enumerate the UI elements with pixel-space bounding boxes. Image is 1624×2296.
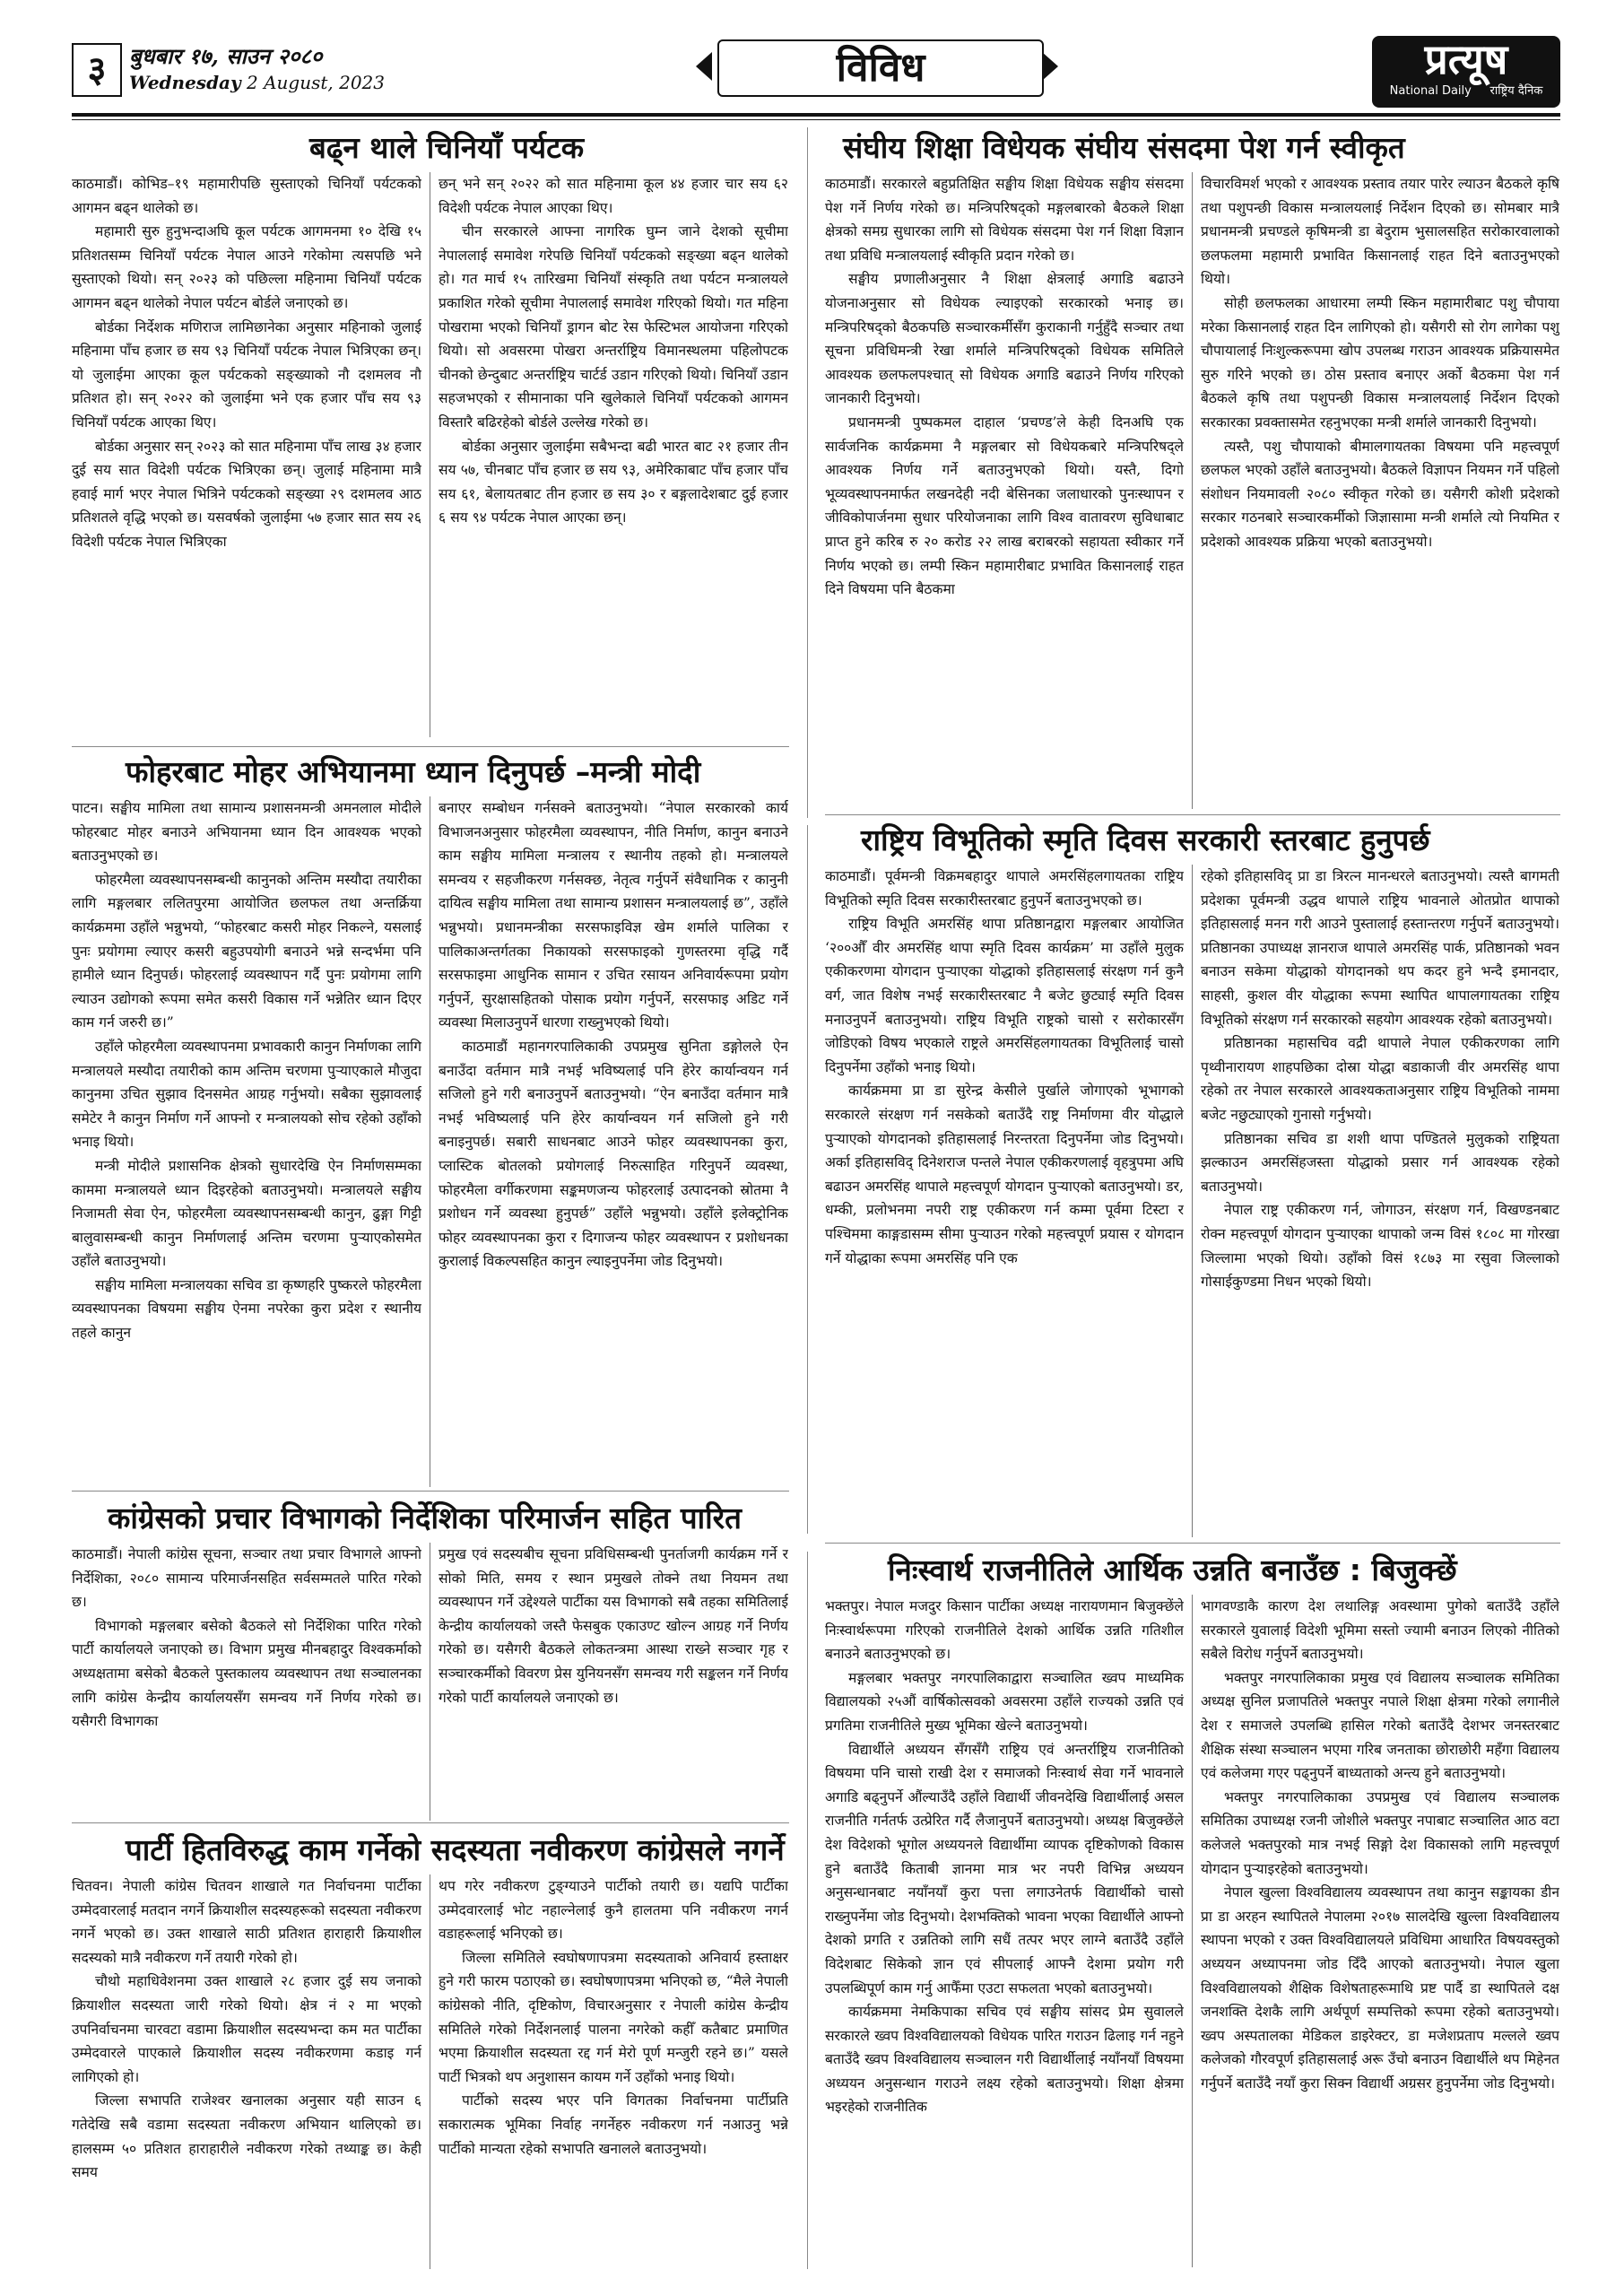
header-rule bbox=[72, 113, 1560, 117]
article bbox=[72, 1498, 789, 1821]
article-separator bbox=[72, 746, 789, 747]
article-headline: राष्ट्रिय विभूतिको स्मृति दिवस सरकारी स्तरबाट हुनुपर्छ bbox=[861, 822, 1430, 857]
article-headline: कांग्रेसको प्रचार विभागको निर्देशिका परिमार्जन सहित पारित bbox=[108, 1500, 742, 1535]
paragraph: प्रतिष्ठानका महासचिव वद्री थापाले नेपाल एकीकरणका लागि पृथ्वीनारायण शाहपछिका दोस्रा योद्धा बडाकाजी वीर अमरसिंह थापा रहेको तर नेपाल सरकारले आवश्यकताअनुसार राष्ट्रिय विभूतिको नाममा बजेट नछुट्याएको गुनासो गर्नुभयो। bbox=[1201, 1035, 1559, 1123]
paragraph: काठमाडौं महानगरपालिकाकी उपप्रमुख सुनिता डङ्गोलले ऐन बनाउँदा वर्तमान मात्रै नभई भविष्यलाई पनि हेरेर कार्यान्वयन गर्न सजिलो हुने गरी बनाउनुपर्ने बताउनुभयो। “ऐन बनाउँदा वर्तमान मात्रै नभई भविष्यलाई पनि हेरेर कार्यान्वयन गर्न सजिलो हुने गरी बनाइनुपर्छ। सबारी साधनबाट आउने फोहर व्यवस्थापनका कुरा, प्लास्टिक बोतलको प्रयोगलाई निरुत्साहित गरिनुपर्ने व्यवस्था, फोहरमैला वर्गीकरणमा सङ्कमणजन्य फोहरलाई उत्पादनको स्रोतमा नै प्रशोधन गर्ने व्यवस्था हुनुपर्छ” उहाँले भन्नुभयो। उहाँले इलेक्ट्रोनिक फोहर व्यवस्थापनका कुरा र दिगाजन्य फोहर व्यवस्थापन र प्रशोधनका कुरालाई विकल्पसहित कानुन ल्याइनुपर्नेमा जोड दिनुभयो। bbox=[439, 1038, 788, 1270]
paragraph: कार्यक्रममा प्रा डा सुरेन्द्र केसीले पुर्खाले जोगाएको भूभागको सरकारले संरक्षण गर्न नसकेको बताउँदै राष्ट्र निर्माणमा वीर योद्धाले पुर्‍याएको योगदानको इतिहासलाई निरन्तरता दिनुपर्नेमा जोड दिनुभयो। अर्का इतिहासविद् दिनेशराज पन्तले नेपाल एकीकरणलाई वृहत्रुपमा अघि बढाउन अमरसिंह थापाले महत्त्वपूर्ण योगदान पुर्‍याएको बताउनुभयो। डर, धम्की, प्रलोभनमा नपरी राष्ट्र एकीकरण गर्न कम्मा पूर्वमा टिस्टा र पश्चिममा काङ्गडासम्म सीमा पुर्‍याउन गरेको महत्त्वपूर्ण प्रयास र योगदान गर्ने योद्धाका रूपमा अमरसिंह पनि एक bbox=[825, 1083, 1184, 1266]
article-column bbox=[72, 796, 421, 1487]
paragraph: भक्तपुर। नेपाल मजदुर किसान पार्टीका अध्यक्ष नारायणमान बिजुक्छेंले निःस्वार्थरूपमा गरिएको राजनीतिले देशको आर्थिक उन्नति गतिशील बनाउने बताउनुभएको छ। bbox=[825, 1598, 1184, 1663]
article-separator bbox=[825, 814, 1560, 815]
paragraph: प्रधानमन्त्री पुष्पकमल दाहाल ‘प्रचण्ड’ले केही दिनअघि एक सार्वजनिक कार्यक्रममा नै मङ्गलबार सो विधेयकबारे मन्त्रिपरिषद्ले आवश्यक निर्णय गर्ने बताउनुभएको थियो। यस्तै, दिगो भूव्यवस्थापनमार्फत लखनदेही नदी बेसिनका जलाधारको पुनःस्थापन र जीविकोपार्जनमा सुधार परियोजनाका लागि विश्व वातावरण सुविधाबाट प्राप्त हुने करिब रु २० करोड २२ लाख बराबरको सहायता स्वीकार गर्ने निर्णय भएको छ। लम्पी स्किन महामारीबाट प्रभावित किसानलाई राहत दिने विषयमा पनि बैठकमा bbox=[825, 413, 1184, 598]
paragraph: चीन सरकारले आफ्ना नागरिक घुम्न जाने देशको सूचीमा नेपाललाई समावेश गरेपछि चिनियाँ पर्यटकको सङ्ख्या बढ्न थालेको हो। गत मार्च १५ तारिखमा चिनियाँ संस्कृति तथा पर्यटन मन्त्रालयले प्रकाशित गरेको सूचीमा नेपाललाई समावेश गरिएको थियो। गत महिना पोखरामा भएको चिनियाँ ड्रागन बोट रेस फेस्टिभल आयोजना गरिएको थियो। सो अवसरमा पोखरा अन्तर्राष्ट्रिय विमानस्थलमा पहिलोपटक चीनको छेन्दुबाट अन्तर्राष्ट्रिय चार्टर्ड उडान गरिएको थियो। चिनियाँ उडान सहजभएको र सीमानाका पनि खुलेकाले चिनियाँ पर्यटकको आगमन विस्तारै बढिरहेको बोर्डले उल्लेख गरेको छ। bbox=[439, 223, 788, 430]
article-separator bbox=[72, 1491, 789, 1492]
paragraph: पार्टीको सदस्य भएर पनि विगतका निर्वाचनमा पार्टीप्रति सकारात्मक भूमिका निर्वाह नगर्नेहरु नवीकरण गर्न नआउनु भन्ने पार्टीको मान्यता रहेको सभापति खनालले बताउनुभयो। bbox=[439, 2092, 788, 2157]
article-column bbox=[72, 1874, 421, 2269]
newspaper-page bbox=[72, 36, 1560, 2269]
column-divider bbox=[807, 1552, 808, 2269]
paragraph: मङ्गलबार भक्तपुर नगरपालिकाद्वारा सञ्चालित ख्वप माध्यमिक विद्यालयको २५औं वार्षिकोत्सवको अवसरमा उहाँले राज्यको उन्नति एवं प्रगतिमा राजनीतिले मुख्य भूमिका खेल्ने बताउनुभयो। bbox=[825, 1669, 1184, 1734]
article-column bbox=[439, 796, 788, 1487]
paragraph: प्रतिष्ठानका सचिव डा शशी थापा पण्डितले मुलुकको राष्ट्रियता झल्काउन अमरसिंहजस्ता योद्धाको प्रसार गर्न आवश्यक रहेको बताउनुभयो। bbox=[1201, 1130, 1559, 1195]
article bbox=[825, 820, 1560, 1537]
paragraph: काठमाडौं। कोभिड–१९ महामारीपछि सुस्ताएको चिनियाँ पर्यटकको आगमन बढ्न थालेको छ। bbox=[72, 176, 421, 216]
paragraph: भक्तपुर नगरपालिकाका उपप्रमुख एवं विद्यालय सञ्चालक समितिका उपाध्यक्ष रजनी जोशीले भक्तपुर नपाबाट सञ्चालित आठ वटा कलेजले भक्तपुरको मात्र नभई सिङ्गो देश विकासको लागि महत्त्वपूर्ण योगदान पुर्‍याइरहेको बताउनुभयो। bbox=[1201, 1788, 1559, 1877]
paragraph: काठमाडौं। पूर्वमन्त्री विक्रमबहादुर थापाले अमरसिंहलगायतका राष्ट्रिय विभूतिको स्मृति दिवस सरकारीस्तरबाट हुनुपर्ने बताउनुभएको छ। bbox=[825, 868, 1184, 909]
article bbox=[72, 127, 789, 737]
article-headline: बढ्न थाले चिनियाँ पर्यटक bbox=[309, 130, 585, 165]
paragraph: भक्तपुर नगरपालिकाका प्रमुख एवं विद्यालय सञ्चालक समितिका अध्यक्ष सुनिल प्रजापतिले भक्तपुर नपाले शिक्षा क्षेत्रमा गरेको लगानीले देश र समाजले उपलब्धि हासिल गरेको बताउँदै देशभर जनस्तरबाट शैक्षिक संस्था सञ्चालन भएमा गरिब जनताका छोराछोरी महँगा विद्यालय एवं कलेजमा गएर पढ्नुपर्ने बाध्यताको अन्त्य हुने बताउनुभयो। bbox=[1201, 1669, 1559, 1782]
paragraph: चौथो महाधिवेशनमा उक्त शाखाले २८ हजार दुई सय जनाको क्रियाशील सदस्यता जारी गरेको थियो। क्षेत्र नं २ मा भएको उपनिर्वाचनमा चारवटा वडामा क्रियाशील सदस्यभन्दा कम मत पार्टीका उम्मेदवारले पाएकाले क्रियाशील सदस्य नवीकरणमा कडाइ गर्न लागिएको हो। bbox=[72, 1973, 421, 2085]
paragraph: फोहरमैला व्यवस्थापनसम्बन्धी कानुनको अन्तिम मस्यौदा तयारीका लागि मङ्गलबार ललितपुरमा आयोजित छलफल तथा अन्तर्क्रिया कार्यक्रममा उहाँले भन्नुभयो, “फोहरबाट कसरी मोहर निकल्ने, यसलाई पुनः प्रयोगमा ल्याएर कसरी बहुउपयोगी बनाउने भन्ने सन्दर्भमा पनि हामीले ध्यान दिनुपर्छ। फोहरलाई व्यवस्थापन गर्दै पुनः प्रयोगमा लागि ल्याउन उद्योगको रूपमा समेत कसरी विकास गर्ने भन्नेतिर ध्यान दिएर काम गर्न जरुरी छ।” bbox=[72, 871, 421, 1031]
article-column bbox=[1201, 1595, 1559, 2267]
article bbox=[72, 752, 789, 1487]
paragraph: काठमाडौं। सरकारले बहुप्रतिक्षित सङ्घीय शिक्षा विधेयक सङ्घीय संसदमा पेश गर्ने निर्णय गरेको छ। मन्त्रिपरिषद्को मङ्गलबारको बैठकले शिक्षा क्षेत्रको समग्र सुधारका लागि सो विधेयक संसदमा पेश गर्न शिक्षा विज्ञान तथा प्रविधि मन्त्रालयलाई स्वीकृति प्रदान गरेको छ। bbox=[825, 176, 1184, 264]
article-column bbox=[439, 172, 788, 737]
logo-sub-right: राष्ट्रिय दैनिक bbox=[1489, 84, 1543, 98]
article-column bbox=[439, 1874, 788, 2269]
article-headline: फोहरबाट मोहर अभियानमा ध्यान दिनुपर्छ –मन्त्री मोदी bbox=[126, 754, 701, 789]
paragraph: विभागको मङ्गलबार बसेको बैठकले सो निर्देशिका पारित गरेको पार्टी कार्यालयले जनाएको छ। विभाग प्रमुख मीनबहादुर विश्वकर्माको अध्यक्षतामा बसेको बैठकले पुस्तकालय व्यवस्थापन तथा सञ्चालनका लागि कांग्रेस केन्द्रीय कार्यालयसँग समन्वय गर्ने निर्णय गरेको छ। यसैगरी विभागका bbox=[72, 1617, 421, 1730]
paragraph: बोर्डका अनुसार सन् २०२३ को सात महिनामा पाँच लाख ३४ हजार दुई सय सात विदेशी पर्यटक भित्रिएका छन्। जुलाई महिनामा मात्रै हवाई मार्ग भएर नेपाल भित्रिने पर्यटकको सङ्ख्या २९ दशमलव आठ प्रतिशतले वृद्धि भएको छ। यसवर्षको जुलाईमा ५७ हजार सात सय २६ विदेशी पर्यटक नेपाल भित्रिएका bbox=[72, 438, 421, 550]
column-divider bbox=[1192, 1595, 1193, 2267]
paragraph: भागवण्डाकै कारण देश लथालिङ्ग अवस्थामा पुगेको बताउँदै उहाँले सरकारले युवालाई विदेशी भूमिमा सस्तो ज्यामी बनाउन लिएको नीतिको सबैले विरोध गर्नुपर्ने बताउनुभयो। bbox=[1201, 1598, 1559, 1663]
date-english bbox=[129, 72, 385, 93]
paragraph: बनाएर सम्बोधन गर्नसक्ने बताउनुभयो। “नेपाल सरकारको कार्य विभाजनअनुसार फोहरमैला व्यवस्थापन, नीति निर्माण, कानुन बनाउने काम सङ्घीय मामिला मन्त्रालय र स्थानीय तहको हो। मन्त्रालयले समन्वय र सहजीकरण गर्नसक्छ, नेतृत्व गर्नुपर्ने संवैधानिक र कानुनी दायित्व सङ्घीय मामिला तथा सामान्य प्रशासन मन्त्रालयलाई छ”, उहाँले भन्नुभयो। प्रधानमन्त्रीका सरसफाइविज्ञ खेम शर्माले पालिका र पालिकाअन्तर्गतका निकायको सरसफाइको गुणस्तरमा वृद्धि गर्दै सरसफाइमा आधुनिक सामान र उचित रसायन अनिवार्यरूपमा प्रयोग गर्नुपर्ने, सुरक्षासहितको पोसाक प्रयोग गर्नुपर्ने, सरसफाइ अडिट गर्ने व्यवस्था मिलाउनुपर्ने धारणा राख्नुभएको थियो। bbox=[439, 800, 788, 1031]
paragraph: रहेको इतिहासविद् प्रा डा त्रिरत्न मानन्धरले बताउनुभयो। त्यस्तै बागमती प्रदेशका पूर्वमन्त्री उद्धव थापाले राष्ट्रिय भावनाले ओतप्रोत थापाको इतिहासलाई मनन गरी आउने पुस्तालाई हस्तान्तरण गर्नुपर्ने बताउनुभयो। प्रतिष्ठानका उपाध्यक्ष ज्ञानराज थापाले अमरसिंह पार्क, प्रतिष्ठानको भवन बनाउन सकेमा योद्धाको योगदानको थप कदर हुने भन्दै इमानदार, साहसी, कुशल वीर योद्धाका रूपमा स्थापित थापालगायतका राष्ट्रिय विभूतिको संरक्षण गर्न सरकारको सहयोग आवश्यक रहेको बताउनुभयो। bbox=[1201, 868, 1559, 1028]
article-column bbox=[825, 865, 1184, 1537]
paragraph: महामारी सुरु हुनुभन्दाअघि कूल पर्यटक आगमनमा १० देखि १५ प्रतिशतसम्म चिनियाँ पर्यटक नेपाल आउने गरेकोमा त्यसपछि भने सुस्ताएको थियो। सन् २०२३ को पछिल्ला महिनामा चिनियाँ पर्यटक आगमन बढ्न थालेको नेपाल पर्यटन बोर्डले जनाएको छ। bbox=[72, 223, 421, 311]
article-column bbox=[72, 172, 421, 737]
paragraph: सोही छलफलका आधारमा लम्पी स्किन महामारीबाट पशु चौपाया मरेका किसानलाई राहत दिन लागिएको हो। यसैगरी सो रोग लागेका पशु चौपायालाई निःशुल्करूपमा खोप उपलब्ध गराउन आवश्यक प्रक्रियासमेत सुरु गरिने भएको छ। ठोस प्रस्ताव बनाएर अर्को बैठकमा पेश गर्न बैठकले कृषि तथा पशुपन्छी विकास मन्त्रालयलाई निर्देशन दिएको सरकारका प्रवक्तासमेत रहनुभएका मन्त्री शर्माले जानकारी दिनुभयो। bbox=[1201, 294, 1559, 430]
column-divider bbox=[807, 127, 808, 818]
article-headline: पार्टी हितविरुद्ध काम गर्नेको सदस्यता नवीकरण कांग्रेसले नगर्ने bbox=[126, 1832, 785, 1867]
article-column bbox=[72, 1543, 421, 1821]
paragraph: थप गरेर नवीकरण टुङ्ग्याउने पार्टीको तयारी छ। यद्यपि पार्टीका उम्मेदवारलाई भोट नहाल्नेलाई कुनै हालतमा पनि नवीकरण नगर्न वडाहरूलाई भनिएको छ। bbox=[439, 1878, 788, 1943]
date-english-value: 2 August, 2023 bbox=[247, 72, 386, 93]
column-divider bbox=[1192, 172, 1193, 809]
paragraph: चितवन। नेपाली कांग्रेस चितवन शाखाले गत निर्वाचनमा पार्टीका उम्मेदवारलाई मतदान नगर्ने क्रियाशील सदस्यहरूको सदस्यता नवीकरण नगर्ने भएको छ। उक्त शाखाले साठी प्रतिशत हाराहारी क्रियाशील सदस्यको मात्रै नवीकरण गर्ने तयारी गरेको हो। bbox=[72, 1878, 421, 1966]
paragraph: नेपाल खुल्ला विश्वविद्यालय व्यवस्थापन तथा कानुन सङ्कायका डीन प्रा डा अरहन स्थापितले नेपालमा २०१७ सालदेखि खुल्ला विश्वविद्यालय स्थापना भएको र उक्त विश्वविद्यालयले प्रविधिमा आधारित विषयवस्तुको अध्ययन अध्यापनमा जोड दिँदै आएको बताउनुभयो। नेपाल खुला विश्वविद्यालयको शैक्षिक विशेषताहरूमाथि प्रष्ट पार्दै डा स्थापितले दक्ष जनशक्ति देशकै लागि अर्थपूर्ण सम्पत्तिको रूपमा रहेको बताउनुभयो। ख्वप अस्पतालका मेडिकल डाइरेक्टर, डा मजेशप्रताप मल्लले ख्वप कलेजको गौरवपूर्ण इतिहासलाई अरू उँचो बनाउन विद्यार्थीले थप मिहेनत गर्नुपर्ने बताउँदै नयाँ कुरा सिक्न विद्यार्थी अग्रसर हुनुपर्नेमा जोड दिनुभयो। bbox=[1201, 1884, 1559, 2092]
paragraph: मन्त्री मोदीले प्रशासनिक क्षेत्रको सुधारदेखि ऐन निर्माणसम्मका काममा मन्त्रालयले ध्यान दिइरहेको बताउनुभयो। मन्त्रालयले सङ्घीय निजामती सेवा ऐन, फोहरमैला व्यवस्थापनसम्बन्धी कानुन, ढुङ्गा गिट्टी बालुवासम्बन्धी कानुन निर्माणलाई अन्तिम चरणमा पुर्‍याएकोसमेत उहाँले बताउनुभयो। bbox=[72, 1157, 421, 1270]
paragraph: विचारविमर्श भएको र आवश्यक प्रस्ताव तयार पारेर ल्याउन बैठकले कृषि तथा पशुपन्छी विकास मन्त्रालयलाई निर्देशन दिएको छ। सोमबार मात्रै प्रधानमन्त्री प्रचण्डले कृषिमन्त्री डा बेदुराम भुसालसहित सरोकारवालाको छलफलमा महामारी प्रभावित किसानलाई राहत दिने बताउनुभएको थियो। bbox=[1201, 176, 1559, 288]
date-nepali: बुधबार १७, साउन २०८० bbox=[129, 43, 323, 69]
column-divider bbox=[1192, 865, 1193, 1537]
article-headline: निःस्वार्थ राजनीतिले आर्थिक उन्नति बनाउँछ : बिजुक्छें bbox=[888, 1552, 1457, 1587]
newspaper-logo bbox=[1372, 36, 1560, 108]
page-number: ३ bbox=[72, 43, 122, 97]
article bbox=[825, 127, 1560, 809]
article-column bbox=[825, 172, 1184, 809]
arrow-left-icon bbox=[696, 52, 712, 81]
paragraph: कार्यक्रममा नेमकिपाका सचिव एवं सङ्घीय सांसद प्रेम सुवालले सरकारले ख्वप विश्वविद्यालयको विधेयक पारित गराउन ढिलाइ गर्न नहुने बताउँदै ख्वप विश्वविद्यालय सञ्चालन गरी विद्यार्थीलाई नयाँनयाँ विषयमा अध्ययन अनुसन्धान गराउने लक्ष्य रहेको बताउनुभयो। शिक्षा क्षेत्रमा भइरहेको राजनीतिक bbox=[825, 2004, 1184, 2116]
arrow-right-icon bbox=[1042, 52, 1058, 81]
paragraph: त्यस्तै, पशु चौपायाको बीमालगायतका विषयमा पनि महत्त्वपूर्ण छलफल भएको उहाँले बताउनुभयो। बैठकले विज्ञापन नियमन गर्ने पहिलो संशोधन नियमावली २०८० स्वीकृत गरेको छ। यसैगरी कोशी प्रदेशको सरकार गठनबारे सञ्चारकर्मीको जिज्ञासामा मन्त्री शर्माले त्यो नियमित र प्रदेशको आवश्यक प्रक्रिया भएको बताउनुभयो। bbox=[1201, 438, 1559, 550]
column-divider bbox=[807, 825, 808, 1534]
logo-sub-left: National Daily bbox=[1389, 84, 1472, 98]
article-column bbox=[1201, 172, 1559, 809]
section-title: विविध bbox=[717, 39, 1044, 97]
paragraph: उहाँले फोहरमैला व्यवस्थापनमा प्रभावकारी कानुन निर्माणका लागि मन्त्रालयले मस्यौदा तयारीको काम अन्तिम चरणमा पुर्‍याएकाले मौजुदा कानुनमा उचित सुझाव दिनसमेत आग्रह गर्नुभयो। सबैका सुझावलाई समेटेर नै कानुन निर्माण गर्ने आफ्नो र मन्त्रालयको सोच रहेको उहाँको भनाइ थियो। bbox=[72, 1038, 421, 1151]
article-column bbox=[825, 1595, 1184, 2267]
paragraph: जिल्ला समितिले स्वघोषणापत्रमा सदस्यताको अनिवार्य हस्ताक्षर हुने गरी फारम पठाएको छ। स्वघोषणापत्रमा भनिएको छ, “मैले नेपाली कांग्रेसको नीति, दृष्टिकोण, विचारअनुसार र नेपाली कांग्रेस केन्द्रीय समितिले गरेको निर्देशनलाई पालना नगरेको कहीँ कतैबाट प्रमाणित भएमा क्रियाशील सदस्यता रद्द गर्न मेरो पूर्ण मन्जुरी रहने छ।” यसले पार्टी भित्रको थप अनुशासन कायम गर्ने उहाँको भनाइ थियो। bbox=[439, 1949, 788, 2085]
logo-name: प्रत्यूष bbox=[1424, 35, 1508, 83]
paragraph: बोर्डका निर्देशक मणिराज लामिछानेका अनुसार महिनाको जुलाई महिनामा पाँच हजार छ सय ९३ चिनियाँ पर्यटक नेपाल भित्रिएका छन्। यो जुलाईमा आएका कूल पर्यटकको सङ्ख्याको नौ दशमलव नौ प्रतिशत हो। सन् २०२२ को जुलाईमा भने एक हजार पाँच सय ९३ चिनियाँ पर्यटक आएका थिए। bbox=[72, 318, 421, 430]
paragraph: बोर्डका अनुसार जुलाईमा सबैभन्दा बढी भारत बाट २१ हजार तीन सय ५७, चीनबाट पाँच हजार छ सय ९३, अमेरिकाबाट पाँच हजार पाँच सय ६१, बेलायतबाट तीन हजार छ सय ३० र बङ्गलादेशबाट दुई हजार ६ सय ९४ पर्यटक नेपाल आएका छन्। bbox=[439, 438, 788, 526]
paragraph: राष्ट्रिय विभूति अमरसिंह थापा प्रतिष्ठानद्वारा मङ्गलबार आयोजित ‘२००औँ वीर अमरसिंह थापा स्मृति दिवस कार्यक्रम’ मा उहाँले मुलुक एकीकरणमा योगदान पुर्‍याएका योद्धाको इतिहासलाई संरक्षण गर्न कुनै वर्ग, जात विशेष नभई सरकारीस्तरबाट नै बजेट छुट्याई स्मृति दिवस मनाउनुपर्ने बताउनुभयो। राष्ट्रिय विभूति राष्ट्रको चासो र सरोकारसँग जोडिएको विषय भएकाले राष्ट्रले अमरसिंहलगायतका विभूतिलाई चासो दिनुपर्नेमा उहाँको भनाइ थियो। bbox=[825, 916, 1184, 1075]
paragraph: छन् भने सन् २०२२ को सात महिनामा कूल ४४ हजार चार सय ६२ विदेशी पर्यटक नेपाल आएका थिए। bbox=[439, 176, 788, 216]
article-separator bbox=[72, 1822, 789, 1823]
article bbox=[825, 1550, 1560, 2267]
article-separator bbox=[825, 1543, 1560, 1544]
article-column bbox=[439, 1543, 788, 1821]
logo-subtitle bbox=[1372, 83, 1560, 100]
paragraph: सङ्घीय प्रणालीअनुसार नै शिक्षा क्षेत्रलाई अगाडि बढाउने योजनाअनुसार सो विधेयक ल्याइएको सरकारको भनाइ छ। मन्त्रिपरिषद्को बैठकपछि सञ्चारकर्मीसँग कुराकानी गर्नुहुँदै सञ्चार तथा सूचना प्रविधिमन्त्री रेखा शर्माले मन्त्रिपरिषद्को विधेयक समितिले आवश्यक छलफलपश्चात् सो विधेयक अगाडि बढाउने निर्णय गरिएको जानकारी दिनुभयो। bbox=[825, 271, 1184, 407]
date-english-day: Wednesday bbox=[129, 72, 241, 93]
paragraph: प्रमुख एवं सदस्यबीच सूचना प्रविधिसम्बन्धी पुनर्ताजगी कार्यक्रम गर्ने र सोको मिति, समय र स्थान प्रमुखले तोक्ने तथा नियमन तथा व्यवस्थापन गर्ने उद्देश्यले पार्टीका यस विभागको सबै तहका समितिलाई केन्द्रीय कार्यालयको जस्तै फेसबुक एकाउण्ट खोल्न आग्रह गर्ने निर्णय गरेको छ। यसैगरी बैठकले लोकतन्त्रमा आस्था राख्ने सञ्चार गृह र सञ्चारकर्मीको विवरण प्रेस युनियनसँग समन्वय गरी सङ्कलन गर्ने निर्णय गरेको पार्टी कार्यालयले जनाएको छ। bbox=[439, 1546, 788, 1706]
header-rule-thin bbox=[72, 119, 1560, 120]
paragraph: जिल्ला सभापति राजेश्वर खनालका अनुसार यही साउन ६ गतेदेखि सबै वडामा सदस्यता नवीकरण अभियान थालिएको छ। हालसम्म ५० प्रतिशत हाराहारीले नवीकरण गरेको तथ्याङ्क छ। केही समय bbox=[72, 2092, 421, 2181]
paragraph: विद्यार्थीले अध्ययन सँगसँगै राष्ट्रिय एवं अन्तर्राष्ट्रिय राजनीतिको विषयमा पनि चासो राखी देश र समाजको निःस्वार्थ सेवा गर्ने भावनाले अगाडि बढ्नुपर्ने औंल्याउँदै उहाँले विद्यार्थी जीवनदेखि विद्यार्थीलाई असल राजनीति गर्नतर्फ उत्प्रेरित गर्दै लैजानुपर्ने बताउनुभयो। अध्यक्ष बिजुक्छेंले देश विदेशको भूगोल अध्ययनले विद्यार्थीमा व्यापक दृष्टिकोणको विकास हुने बताउँदै किताबी ज्ञानमा मात्र भर नपरी विभिन्न अध्ययन अनुसन्धानबाट नयाँनयाँ कुरा पत्ता लगाउनेतर्फ विद्यार्थीको चासो राख्नुपर्नेमा जोड दिनुभयो। देशभक्तिको भावना भएका विद्यार्थीले आफ्नो देशको प्रगति र उन्नतिको लागि सधैं तत्पर भएर लाग्ने बताउँदै उहाँले विदेशबाट सिकेको ज्ञान एवं सीपलाई आफ्नै देशमा प्रयोग गरी उपलब्धिपूर्ण काम गर्नु आफैँमा एउटा सफलता भएको बताउनुभयो। bbox=[825, 1741, 1184, 1996]
article bbox=[72, 1830, 789, 2269]
paragraph: नेपाल राष्ट्र एकीकरण गर्न, जोगाउन, संरक्षण गर्न, विखण्डनबाट रोक्न महत्त्वपूर्ण योगदान पुर्‍याएका थापाको जन्म विसं १८०८ मा गोरखा जिल्लामा भएको थियो। उहाँको विसं १८७३ मा रसुवा जिल्लाको गोसाईकुण्डमा निधन भएको थियो। bbox=[1201, 1202, 1559, 1291]
paragraph: सङ्घीय मामिला मन्त्रालयका सचिव डा कृष्णहरि पुष्करले फोहरमैला व्यवस्थापनका विषयमा सङ्घीय ऐनमा नपरेका कुरा प्रदेश र स्थानीय तहले कानुन bbox=[72, 1276, 421, 1342]
paragraph: पाटन। सङ्घीय मामिला तथा सामान्य प्रशासनमन्त्री अमनलाल मोदीले फोहरबाट मोहर बनाउने अभियानमा ध्यान दिन आवश्यक भएको बताउनुभएको छ। bbox=[72, 800, 421, 865]
article-column bbox=[1201, 865, 1559, 1537]
paragraph: काठमाडौं। नेपाली कांग्रेस सूचना, सञ्चार तथा प्रचार विभागले आफ्नो निर्देशिका, २०८० सामान्य परिमार्जनसहित सर्वसम्मतले पारित गरेको छ। bbox=[72, 1546, 421, 1611]
article-headline: संघीय शिक्षा विधेयक संघीय संसदमा पेश गर्न स्वीकृत bbox=[843, 130, 1405, 165]
